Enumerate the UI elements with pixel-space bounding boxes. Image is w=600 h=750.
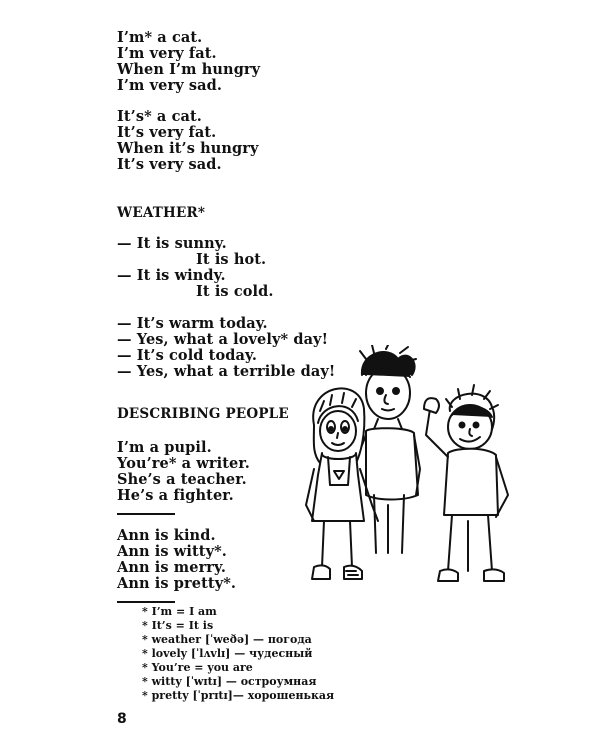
poem-line: It’s very sad. (117, 156, 222, 173)
weather-heading: WEATHER* (117, 205, 206, 221)
footnote: * pretty [ˈprɪtɪ]— хорошенькая (142, 689, 335, 702)
poem-line: When it’s hungry (117, 140, 259, 157)
poem-line: I’m very fat. (117, 45, 217, 62)
describing-line: Ann is witty*. (117, 543, 227, 560)
describing-line: She’s a teacher. (117, 471, 247, 488)
footnote-divider (117, 601, 175, 603)
poem-line: I’m very sad. (117, 77, 223, 94)
describing-line: He’s a fighter. (117, 487, 234, 504)
footnote: * It’s = It is (142, 619, 214, 632)
page-number: 8 (117, 711, 127, 727)
describing-line: Ann is merry. (117, 559, 227, 576)
describing-heading: DESCRIBING PEOPLE (117, 406, 289, 422)
describing-line: I’m a pupil. (117, 439, 212, 456)
footnote: * witty [ˈwɪtɪ] — остроумная (142, 675, 317, 688)
describing-line: You’re* a writer. (117, 455, 250, 472)
dialogue-line: — It is windy. (117, 267, 226, 284)
poem-line: I’m* a cat. (117, 29, 203, 46)
dialogue-line: — It is sunny. (117, 235, 227, 252)
poem-line: When I’m hungry (117, 61, 261, 78)
dialogue-line: — It’s warm today. (117, 315, 268, 332)
dialogue-line: — Yes, what a lovely* day! (117, 331, 329, 348)
poem-line: It’s* a cat. (117, 108, 202, 125)
describing-line: Ann is kind. (117, 527, 216, 544)
three-children-illustration (300, 345, 515, 595)
dialogue-line: It is hot. (196, 251, 267, 268)
footnote: * You’re = you are (142, 661, 253, 674)
describing-line: Ann is pretty*. (117, 575, 237, 592)
dialogue-line: — Yes, what a terrible day! (117, 363, 336, 380)
footnote: * I’m = I am (142, 605, 217, 618)
poem-line: It’s very fat. (117, 124, 217, 141)
footnote: * weather [ˈweðə] — погода (142, 633, 312, 646)
section-divider (117, 513, 175, 515)
dialogue-line: It is cold. (196, 283, 274, 300)
dialogue-line: — It’s cold today. (117, 347, 257, 364)
footnote: * lovely [ˈlʌvlɪ] — чудесный (142, 647, 313, 660)
